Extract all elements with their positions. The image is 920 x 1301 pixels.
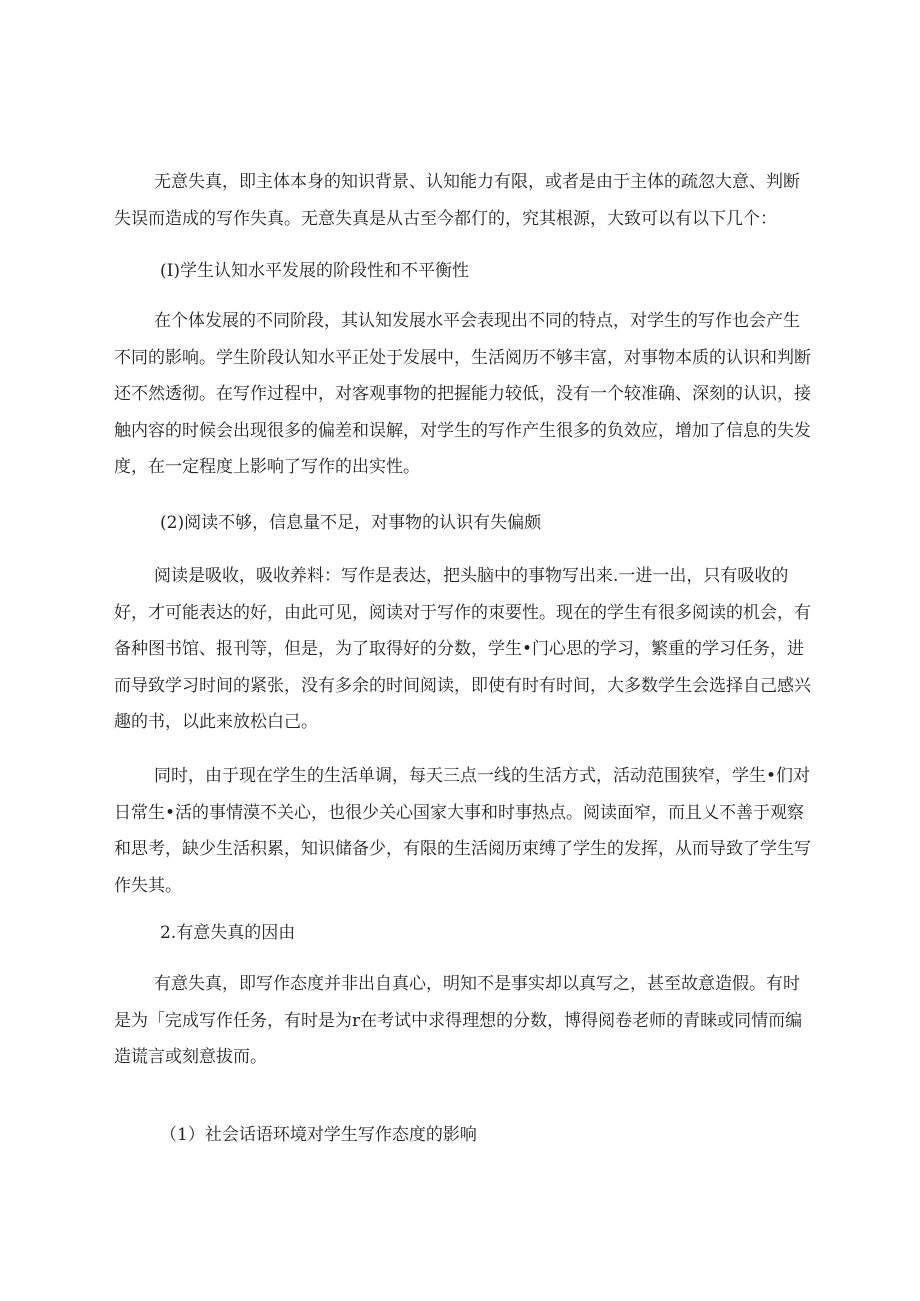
heading-insufficient-reading: (2)阅读不够，信息量不足，对事物的认识有失偏颇 xyxy=(160,513,542,533)
paragraph-intentional-definition: 有意失真，即写作态度并非出自真心，明知不是事实却以真写之，甚至故意造假。有时是为「完成写作任务，有时是为r在考试中求得理想的分数，博得阅卷老师的青睐或同情而编造谎言或刻意拔而。 xyxy=(114,974,803,1067)
paragraph-unintentional-distortion: 无意失真，即主体本身的知识背景、认知能力有限，或者是由于主体的疏忽大意、判断失误而造成的写作失真。无意失真是从古至今都仃的，究其根源，大致可以有以下几个： xyxy=(114,172,800,229)
paragraph-monotonous-life: 同时，由于现在学生的生活单调，每天三点一线的生活方式，活动范围狭窄，学生•们对日常生•活的事情漠不关心，也很少关心国家大事和时事热点。阅读面窄，而且乂不善于观察和思考，缺少生活积累，知识储备少，有限的生活阅历束缚了学生的发挥，从而导致了学生写作失其。 xyxy=(114,766,811,896)
paragraph-cognitive-development: 在个体发展的不同阶段，其认知发展水平会表现出不同的特点，对学生的写作也会产生不同的影响。学生阶段认知水平正处于发展中，生活阅历不够丰富，对事物本质的认识和判断还不然透彻。在写作过程中，对客观事物的把握能力较低，没有一个较准确、深刻的认识，接触内容的时候会出现很多的偏差和误解，对学生的写作产生很多的负效应，增加了信息的失发度，在一定程度上影响了写作的出实性。 xyxy=(114,311,811,477)
heading-cognitive-level: (I)学生认知水平发展的阶段性和不平衡性 xyxy=(160,261,469,281)
paragraph-reading-absorption: 阅读是吸收，吸收养料：写作是表达，把头脑中的事物写出来.一进一出，只有吸收的好，才可能表达的好，由此可见，阅读对于写作的朿要性。现在的学生有很多阅读的机会，有备种图书馆、报刊等，但是，为了取得好的分数，学生•门心思的学习，繁重的学习任务，进而导致学习时间的紧张，没有多余的时间阅读，即使有时有时间，大多数学生会选择自己感兴趣的书，以此来放松白己。 xyxy=(114,566,811,732)
heading-social-discourse: （1）社会话语环境对学生写作态度的影响 xyxy=(160,1125,477,1145)
heading-intentional-distortion: 2.有意失真的因由 xyxy=(160,923,296,943)
